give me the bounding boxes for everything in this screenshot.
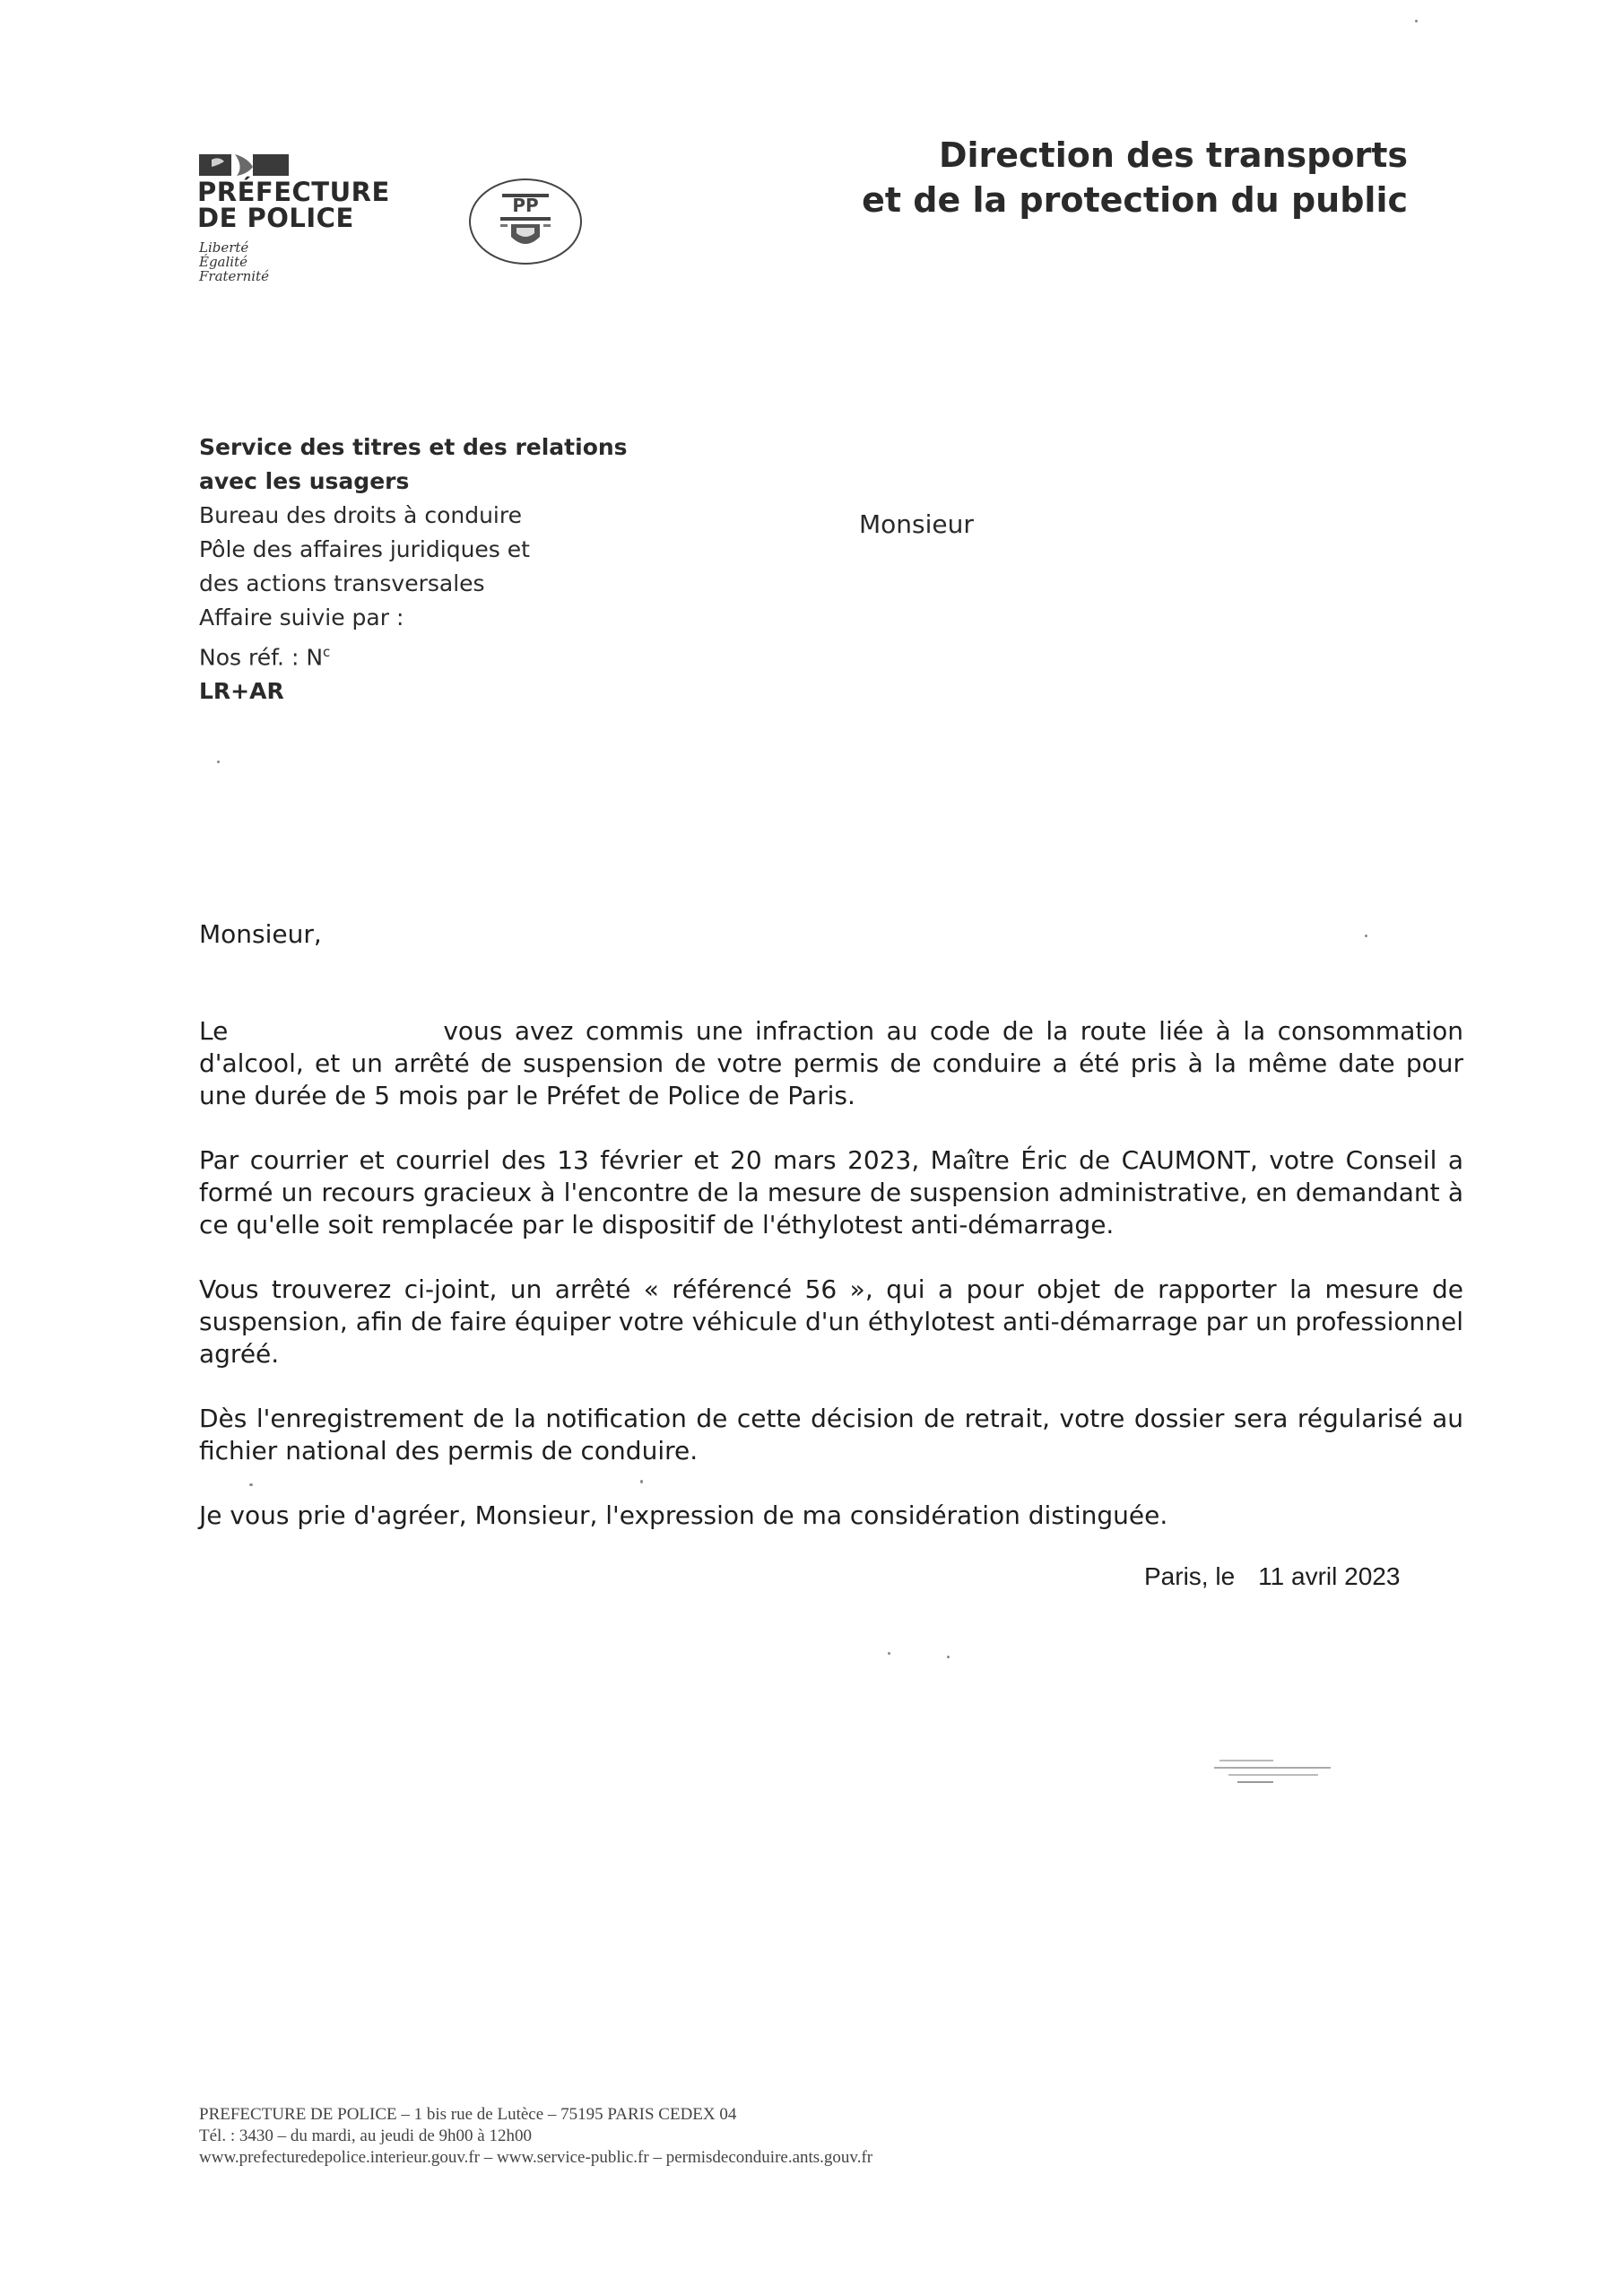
date-place: Paris, le xyxy=(1144,1562,1236,1590)
devise-egalite: Égalité xyxy=(199,254,247,270)
service-block xyxy=(199,430,628,709)
date-line xyxy=(1144,1562,1400,1591)
bureau-line: Bureau des droits à conduire xyxy=(199,502,522,528)
devise xyxy=(199,240,269,283)
envoi-line: LR+AR xyxy=(199,678,284,705)
footer-phone: Tél. : 3430 – du mardi, au jeudi de 9h00 à 12h00 xyxy=(199,2126,532,2145)
prefecture-name xyxy=(197,179,390,231)
footer xyxy=(199,2104,872,2169)
emblem-letters: PP xyxy=(512,195,539,216)
devise-liberte: Liberté xyxy=(199,239,249,256)
paragraph-3: Vous trouverez ci-joint, un arrêté « référencé 56 », qui a pour objet de rapporter la mesure de suspension, afin de faire équiper votre véhicule d'un éthylotest anti-démarrage par un professionnel agréé. xyxy=(199,1274,1463,1369)
direction-line1: Direction des transports xyxy=(938,135,1408,175)
affaire-line: Affaire suivie par : xyxy=(199,604,404,631)
direction-line2: et de la protection du public xyxy=(862,180,1408,220)
prefecture-police-emblem-icon xyxy=(466,176,585,267)
paragraph-2: Par courrier et courriel des 13 février et 20 mars 2023, Maître Éric de CAUMONT, votre Conseil a formé un recours gracieux à l'encontre de la mesure de suspension administrative, en demandant à ce qu'elle soit remplacée par le dispositif de l'éthylotest anti-démarrage. xyxy=(199,1145,1463,1239)
salutation: Monsieur, xyxy=(199,919,322,949)
scan-speck xyxy=(249,1483,253,1486)
closing-formula: Je vous prie d'agréer, Monsieur, l'expression de ma considération distinguée. xyxy=(199,1500,1168,1530)
date-value: 11 avril 2023 xyxy=(1258,1562,1401,1590)
pole-line2: des actions transversales xyxy=(199,570,485,596)
paragraph-1-le: Le xyxy=(199,1016,229,1046)
service-line2: avec les usagers xyxy=(199,468,410,494)
scan-speck xyxy=(1415,20,1418,22)
faint-stamp-mark xyxy=(1211,1749,1336,1794)
letter-body xyxy=(199,918,1463,1564)
paragraph-1-text: vous avez commis une infraction au code de la route liée à la consommation d'alcool, et un arrêté de suspension de votre permis de conduire a été pris à la même date pour une durée de 5 mois par le Préfet de Police de Paris. xyxy=(199,1016,1463,1110)
recipient: Monsieur xyxy=(859,509,974,539)
prefecture-line2: DE POLICE xyxy=(197,203,354,233)
reference-text: Nos réf. : N xyxy=(199,644,324,671)
scan-speck xyxy=(217,761,220,763)
scan-speck xyxy=(1365,935,1367,937)
marianne-logo-icon xyxy=(199,151,289,178)
service-line1: Service des titres et des relations xyxy=(199,434,628,460)
prefecture-line1: PRÉFECTURE xyxy=(197,177,390,207)
reference-line xyxy=(199,635,628,674)
scan-speck xyxy=(947,1656,950,1658)
footer-websites: www.prefecturedepolice.interieur.gouv.fr – www.service-public.fr – permisdeconduire.ants.gouv.fr xyxy=(199,2148,873,2167)
reference-sup: c xyxy=(323,644,331,660)
devise-fraternite: Fraternité xyxy=(199,268,269,284)
pole-line1: Pôle des affaires juridiques et xyxy=(199,536,530,562)
direction-title xyxy=(862,133,1408,222)
scan-speck xyxy=(640,1480,643,1483)
footer-address: PREFECTURE DE POLICE – 1 bis rue de Lutèce – 75195 PARIS CEDEX 04 xyxy=(199,2105,737,2124)
scan-speck xyxy=(888,1652,890,1655)
paragraph-4: Dès l'enregistrement de la notification de cette décision de retrait, votre dossier sera régularisé au fichier national des permis de conduire. xyxy=(199,1404,1463,1465)
paragraph-1 xyxy=(199,1015,1463,1112)
